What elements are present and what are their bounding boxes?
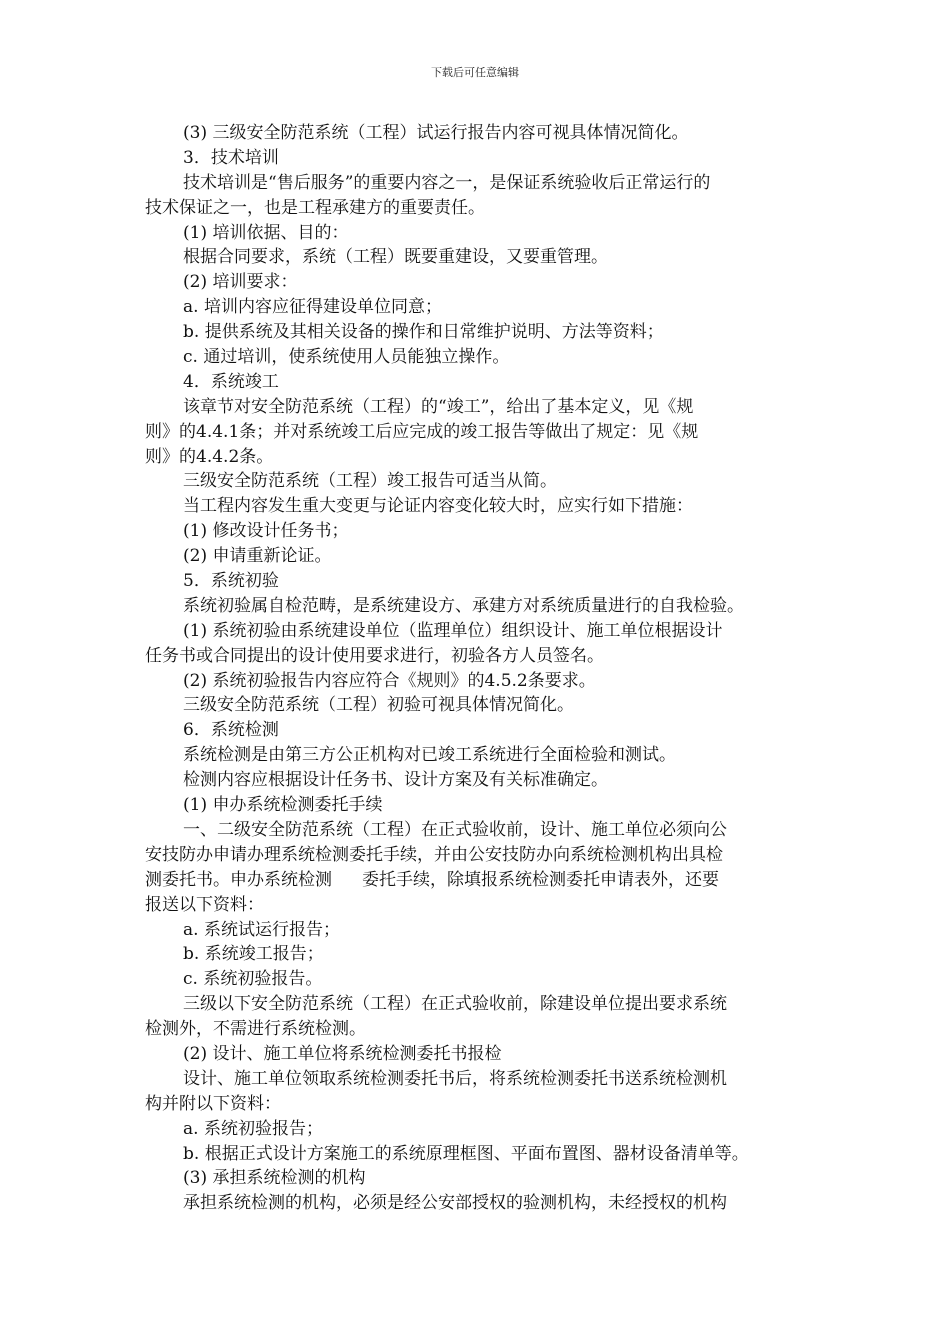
page-header: 下载后可任意编辑 (431, 66, 519, 79)
text-line-content: 系统检测是由第三方公正机构对已竣工系统进行全面检验和测试。 (183, 745, 676, 766)
text-line (145, 1117, 825, 1142)
text-line-content: 根据合同要求，系统（工程）既要重建设，又要重管理。 (183, 247, 608, 268)
text-line (145, 1166, 825, 1191)
text-line-content: b. 提供系统及其相关设备的操作和日常维护说明、方法等资料； (183, 322, 664, 343)
text-line (145, 469, 825, 494)
text-line-content: 构并附以下资料： (145, 1093, 281, 1114)
text-line-content: 技术保证之一，也是工程承建方的重要责任。 (145, 197, 485, 218)
text-line (145, 619, 825, 644)
text-line-content: 安技防办申请办理系统检测委托手续，并由公安技防办向系统检测机构出具检 (145, 844, 723, 865)
text-line (145, 594, 825, 619)
text-line (145, 445, 825, 470)
text-line-content: (1) 申办系统检测委托手续 (183, 795, 383, 816)
text-line (145, 146, 825, 171)
text-line (145, 693, 825, 718)
text-line (145, 121, 825, 146)
text-line-content: 6．系统检测 (183, 720, 279, 741)
text-line-content: 委托手续，除填报系统检测委托申请表外，还要 (362, 869, 719, 890)
text-line-content: (2) 申请重新论证。 (183, 546, 332, 567)
text-line-content: 4．系统竣工 (183, 371, 279, 392)
text-line-content: (3) 承担系统检测的机构 (183, 1168, 366, 1189)
text-line-content: 一、二级安全防范系统（工程）在正式验收前，设计、施工单位必须向公 (183, 819, 727, 840)
text-line (145, 1042, 825, 1067)
text-line-content: (2) 设计、施工单位将系统检测委托书报检 (183, 1043, 502, 1064)
text-line (145, 868, 825, 893)
text-line (145, 295, 825, 320)
text-line-content: 技术培训是“售后服务”的重要内容之一，是保证系统验收后正常运行的 (183, 172, 711, 193)
text-line-content: 三级以下安全防范系统（工程）在正式验收前，除建设单位提出要求系统 (183, 994, 727, 1015)
text-line-content: 检测外，不需进行系统检测。 (145, 1019, 366, 1040)
text-line (145, 519, 825, 544)
text-line-content: c. 通过培训，使系统使用人员能独立操作。 (183, 347, 510, 368)
text-line (145, 942, 825, 967)
text-line (145, 270, 825, 295)
text-line-content: a. 培训内容应征得建设单位同意； (183, 297, 442, 318)
text-line (145, 893, 825, 918)
text-line (145, 793, 825, 818)
text-line-content: (3) 三级安全防范系统（工程）试运行报告内容可视具体情况简化。 (183, 123, 689, 143)
text-line-content: 报送以下资料： (145, 894, 264, 915)
text-line (145, 395, 825, 420)
text-line (145, 221, 825, 246)
text-line (145, 196, 825, 221)
text-line (145, 768, 825, 793)
text-line-content: 则》的4.4.2条。 (145, 446, 274, 467)
text-line (145, 1092, 825, 1117)
text-line (145, 370, 825, 395)
text-line (145, 818, 825, 843)
text-line-content: 3．技术培训 (183, 147, 279, 168)
text-line (145, 420, 825, 445)
text-line (145, 843, 825, 868)
text-line-content: 该章节对安全防范系统（工程）的“竣工”，给出了基本定义，见《规 (183, 396, 694, 417)
text-line-content: 检测内容应根据设计任务书、设计方案及有关标准确定。 (183, 770, 608, 791)
text-line-content: b. 系统竣工报告； (183, 944, 324, 965)
text-line (145, 644, 825, 669)
text-line (145, 669, 825, 694)
text-line-content: a. 系统试运行报告； (183, 919, 340, 940)
text-line-content: 5．系统初验 (183, 571, 279, 592)
text-line-content: (1) 系统初验由系统建设单位（监理单位）组织设计、施工单位根据设计 (183, 620, 723, 641)
text-line (145, 320, 825, 345)
text-line (145, 1142, 825, 1167)
text-line (145, 718, 825, 743)
text-line (145, 918, 825, 943)
text-line-content: a. 系统初验报告； (183, 1118, 323, 1139)
text-line (145, 1067, 825, 1092)
text-line-content: 承担系统检测的机构，必须是经公安部授权的验测机构，未经授权的机构 (183, 1193, 727, 1214)
text-line (145, 992, 825, 1017)
text-line (145, 967, 825, 992)
document-body (145, 121, 825, 1216)
text-line-content: (2) 培训要求： (183, 272, 298, 293)
text-line (145, 544, 825, 569)
text-line (145, 494, 825, 519)
text-line-content: 设计、施工单位领取系统检测委托书后，将系统检测委托书送系统检测机 (183, 1068, 727, 1089)
text-line-content: 三级安全防范系统（工程）初验可视具体情况简化。 (183, 695, 574, 716)
text-line (145, 345, 825, 370)
text-line-content: 当工程内容发生重大变更与论证内容变化较大时，应实行如下措施： (183, 496, 693, 517)
text-line-content: c. 系统初验报告。 (183, 969, 323, 990)
text-line-content: b. 根据正式设计方案施工的系统原理框图、平面布置图、器材设备清单等。 (183, 1143, 749, 1164)
text-line (145, 743, 825, 768)
text-line (145, 171, 825, 196)
text-line (145, 1191, 825, 1216)
text-line-content: (1) 修改设计任务书； (183, 521, 349, 542)
text-line-content: 任务书或合同提出的设计使用要求进行，初验各方人员签名。 (145, 645, 604, 666)
text-line-content: (2) 系统初验报告内容应符合《规则》的4.5.2条要求。 (183, 670, 596, 691)
text-line-content: 测委托书。申办系统检测 (145, 869, 332, 890)
text-line-content: (1) 培训依据、目的： (183, 222, 349, 243)
text-line-content: 则》的4.4.1条；并对系统竣工后应完成的竣工报告等做出了规定：见《规 (145, 421, 699, 442)
text-line (145, 1017, 825, 1042)
text-line-content: 三级安全防范系统（工程）竣工报告可适当从简。 (183, 471, 557, 492)
text-line-content: 系统初验属自检范畴，是系统建设方、承建方对系统质量进行的自我检验。 (183, 595, 744, 616)
text-line (145, 245, 825, 270)
text-line (145, 569, 825, 594)
